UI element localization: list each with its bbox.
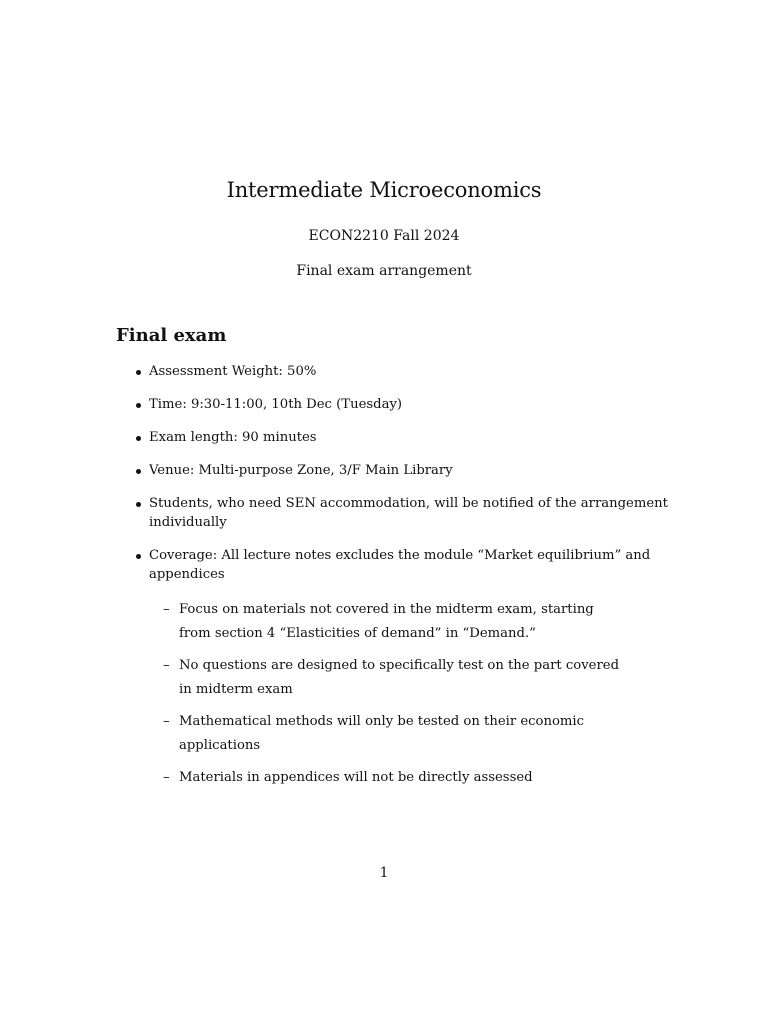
dash-icon: – — [163, 658, 170, 673]
list-item-text: Coverage: All lecture notes excludes the module “Market equilibrium” and appendices — [149, 548, 651, 582]
dash-icon: – — [163, 602, 170, 617]
coverage-details-list — [149, 598, 629, 790]
section-heading-final-exam: Final exam — [116, 325, 227, 346]
sub-list-item-text: Mathematical methods will only be tested on their economic applications — [179, 714, 585, 753]
bullet-icon — [136, 554, 141, 559]
sub-list-item — [149, 766, 629, 790]
page-number: 1 — [379, 865, 389, 881]
sub-list-item — [149, 654, 629, 702]
list-item-text: Students, who need SEN accommodation, will be notified of the arrangement individually — [149, 496, 668, 530]
list-item-sen-accommodation — [132, 494, 712, 532]
list-item-text: Exam length: 90 minutes — [149, 430, 317, 445]
list-item-time — [132, 395, 712, 414]
bullet-icon — [136, 403, 141, 408]
list-item-venue — [132, 461, 712, 480]
list-item-coverage — [132, 546, 712, 790]
sub-list-item — [149, 710, 629, 758]
list-item-text: Assessment Weight: 50% — [149, 364, 317, 379]
sub-list-item-text: Focus on materials not covered in the midterm exam, starting from section 4 “Elasticities of demand” in “Demand.” — [179, 602, 594, 641]
bullet-icon — [136, 502, 141, 507]
list-item-assessment-weight — [132, 362, 712, 381]
bullet-icon — [136, 436, 141, 441]
sub-list-item — [149, 598, 629, 646]
course-code: ECON2210 Fall 2024 — [308, 228, 460, 244]
final-exam-list — [132, 362, 712, 804]
document-subtitle: Final exam arrangement — [296, 263, 472, 279]
dash-icon: – — [163, 770, 170, 785]
sub-list-item-text: No questions are designed to specifically test on the part covered in midterm exam — [179, 658, 620, 697]
list-item-text: Time: 9:30-11:00, 10th Dec (Tuesday) — [149, 397, 403, 412]
sub-list-item-text: Materials in appendices will not be directly assessed — [179, 770, 533, 785]
dash-icon: – — [163, 714, 170, 729]
bullet-icon — [136, 370, 141, 375]
bullet-icon — [136, 469, 141, 474]
document-title: Intermediate Microeconomics — [226, 178, 542, 202]
list-item-exam-length — [132, 428, 712, 447]
list-item-text: Venue: Multi-purpose Zone, 3/F Main Library — [149, 463, 453, 478]
